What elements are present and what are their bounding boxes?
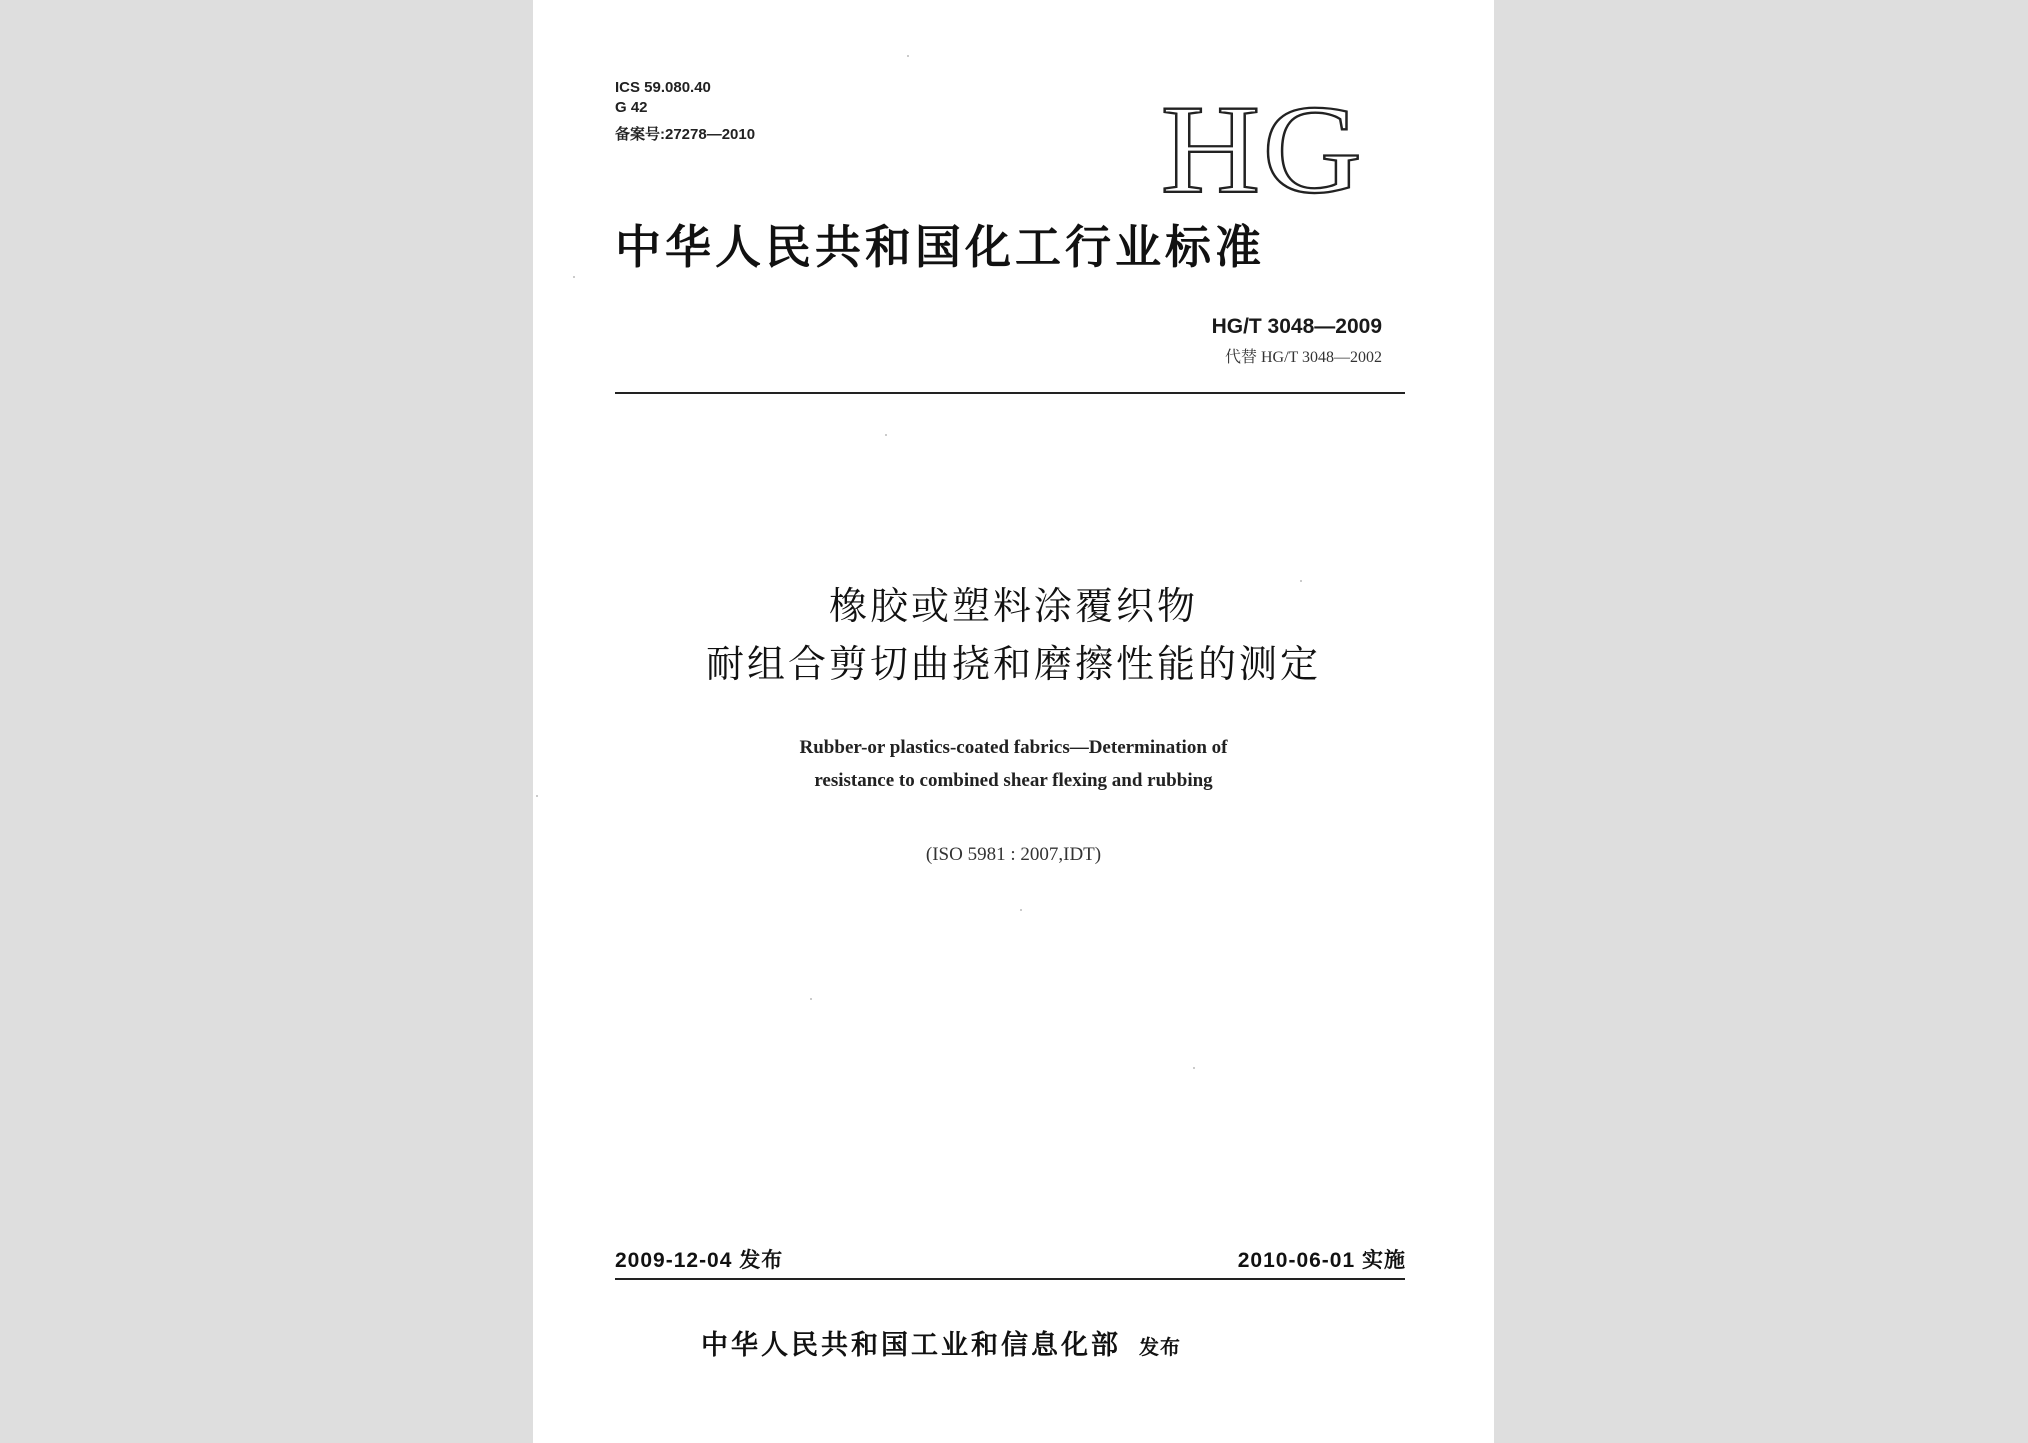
ics-code: ICS 59.080.40	[615, 79, 711, 96]
implement-date: 2010-06-01 实施	[1237, 1249, 1406, 1272]
cn-title-line2: 耐组合剪切曲挠和磨擦性能的测定	[705, 642, 1321, 686]
hg-logo: HG	[1160, 78, 1364, 220]
ccs-code: G 42	[615, 99, 648, 116]
scan-speck	[536, 795, 538, 797]
record-number: 备案号:27278—2010	[615, 126, 756, 143]
issuer-suffix: 发布	[1139, 1335, 1181, 1359]
en-title-line1: Rubber-or plastics-coated fabrics—Determination of	[799, 737, 1228, 758]
footer-divider	[615, 1278, 1405, 1280]
iso-reference: (ISO 5981 : 2007,IDT)	[925, 844, 1102, 865]
standard-type-title: 中华人民共和国化工行业标准	[615, 220, 1265, 274]
scan-speck	[1193, 1067, 1195, 1069]
standard-code: HG/T 3048—2009	[1211, 315, 1382, 338]
issuer	[701, 1332, 1181, 1359]
scan-speck	[573, 276, 575, 278]
scan-speck	[1300, 580, 1302, 582]
issue-date: 2009-12-04 发布	[615, 1249, 784, 1272]
en-title-line2: resistance to combined shear flexing and rubbing	[814, 770, 1213, 791]
document-page	[533, 0, 1494, 1443]
scan-speck	[885, 434, 887, 436]
issuer-name: 中华人民共和国工业和信息化部	[701, 1330, 1121, 1361]
header-divider	[615, 392, 1405, 394]
replaces-note: 代替 HG/T 3048—2002	[1224, 349, 1382, 366]
scan-speck	[907, 55, 909, 57]
scan-speck	[810, 998, 812, 1000]
cn-title-line1: 橡胶或塑料涂覆织物	[828, 584, 1198, 628]
scan-speck	[1020, 909, 1022, 911]
